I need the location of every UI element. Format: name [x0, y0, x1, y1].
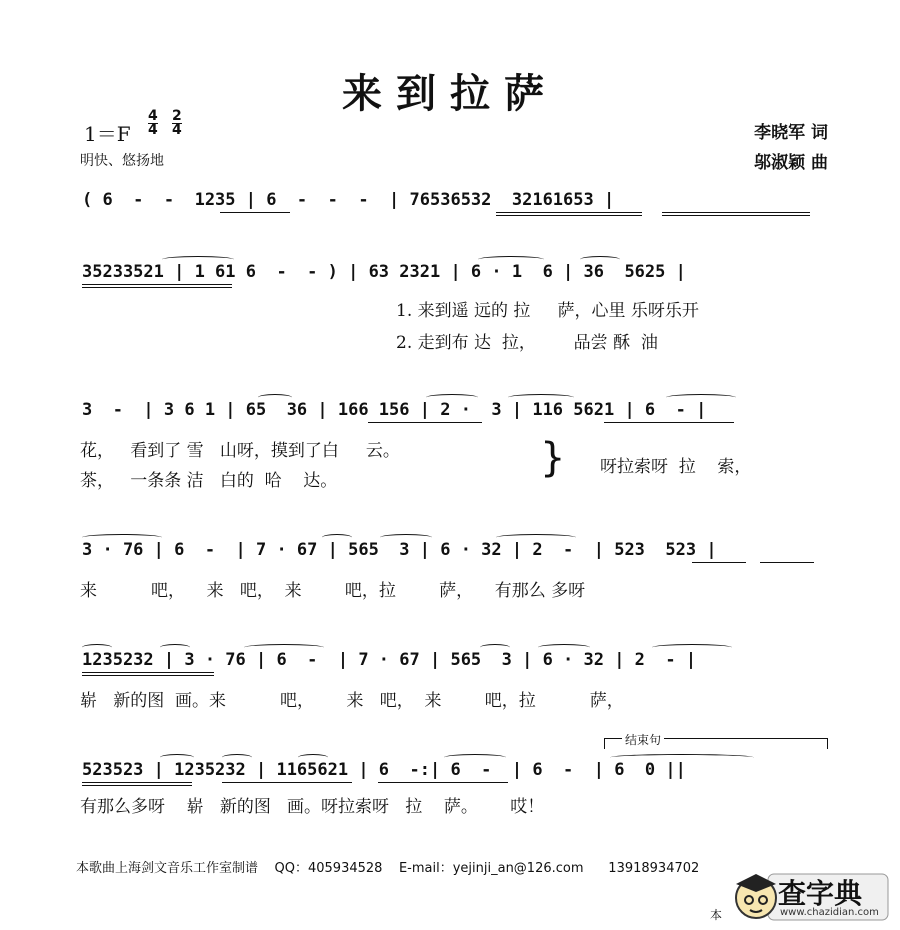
brace-glyph: } [540, 435, 566, 481]
key-signature: 1＝F [84, 122, 131, 146]
lyric-verse-2: 2. 走到布 达 拉， 品尝 酥 油 [396, 333, 658, 353]
lyric-verse-1: 花， 看到了 雪 山呀，摸到了白 云。 [80, 441, 400, 461]
notation-line: ( 6 - - 1235 | 6 - - - | 76536532 32161653 | [82, 190, 615, 210]
notation-line: 3 · 76 | 6 - | 7 · 67 | 565 3 | 6 · 32 | 2 - | 523 523 | [82, 540, 717, 560]
notation-line: 1235232 | 3 · 76 | 6 - | 7 · 67 | 565 3 | 6 · 32 | 2 - | [82, 650, 697, 670]
lyric-verse-2: 茶， 一条条 洁 白的 哈 达。 [80, 471, 338, 491]
notation-line: 3 - | 3 6 1 | 65 36 | 166 156 | 2 · 3 | 116 5621 | 6 - | [82, 400, 707, 420]
time-signature-a: 4 4 [148, 108, 158, 138]
lyric-line: 来 吧， 来 吧， 来 吧，拉 萨， 有那么 多呀 [80, 581, 586, 601]
ending-label: 结束句 [622, 731, 664, 748]
notation-line: 35233521 | 1 61 6 - - ) | 63 2321 | 6 · 1 6 | 36 5625 | [82, 262, 686, 282]
lyric-line: 有那么多呀 崭 新的图 画。呀拉索呀 拉 萨。 哎！ [80, 797, 545, 817]
copyright-footer: 本歌曲上海剑文音乐工作室制谱 QQ：405934528 E-mail：yejinji_an@126.com 13918934702 [76, 861, 700, 876]
time-signature-b: 2 4 [172, 108, 182, 138]
tempo-marking: 明快、悠扬地 [80, 153, 164, 169]
watermark-text: 查字典 [778, 877, 863, 910]
lyric-shared: 呀拉索呀 拉 索， [600, 457, 752, 477]
lyric-verse-1: 1. 来到遥 远的 拉 萨，心里 乐呀乐开 [396, 301, 699, 321]
song-title: 来到拉萨 [342, 71, 558, 117]
footer-tail: 本 [710, 908, 723, 922]
watermark-url: www.chazidian.com [780, 907, 879, 918]
score-row-1 [0, 190, 900, 250]
composer-credit: 邬淑颖 曲 [754, 153, 828, 173]
lyricist-credit: 李晓军 词 [754, 123, 828, 143]
lyric-line: 崭 新的图 画。来 吧， 来 吧， 来 吧，拉 萨， [80, 691, 624, 711]
notation-line: 523523 | 1235232 | 1165621 | 6 -:| 6 - | 6 - | 6 0 || [82, 760, 686, 780]
